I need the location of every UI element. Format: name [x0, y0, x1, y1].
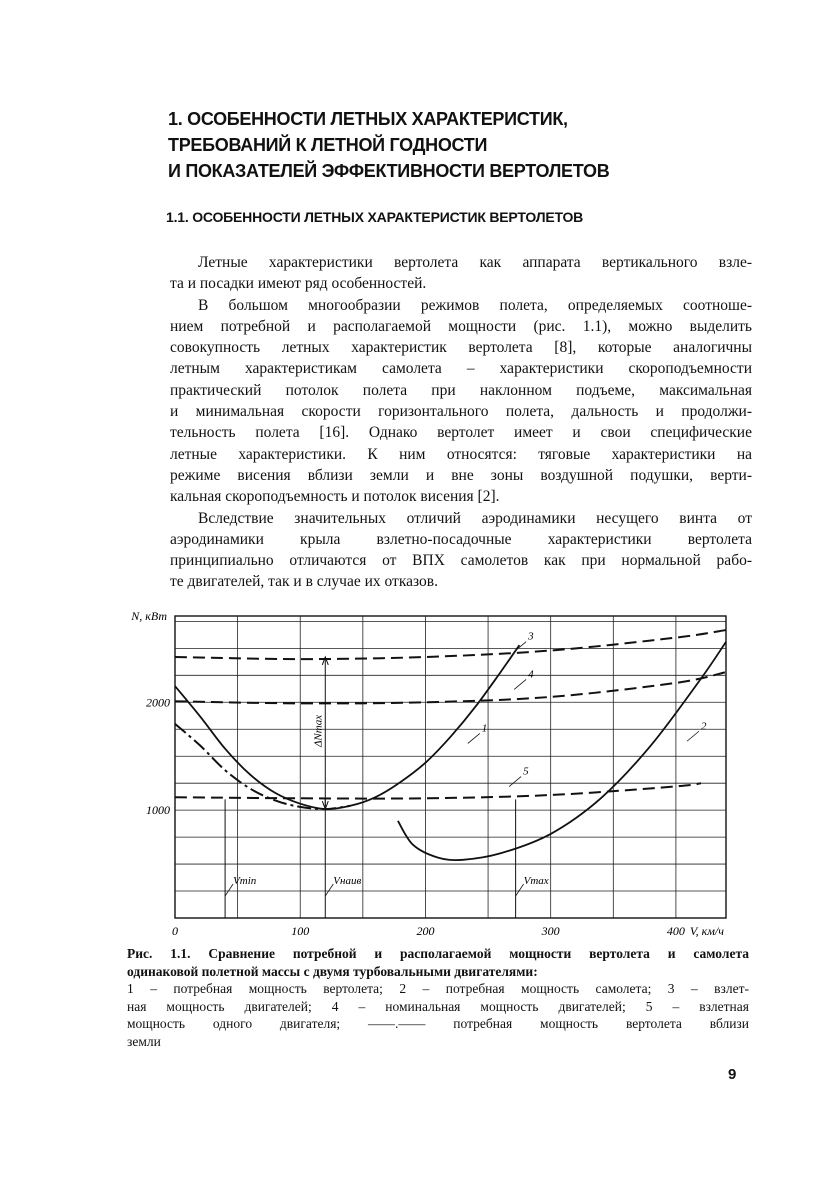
chart-svg: [128, 604, 748, 944]
body-line: совокупность летных характеристик вертолета [8], которые аналогичны: [170, 339, 752, 357]
body-line: летные характеристики. К ним относятся: тяговые характеристики на: [170, 445, 752, 463]
plot-frame: [175, 616, 726, 918]
body-line: и минимальная скорости горизонтального полета, дальность и продолжи-: [170, 403, 752, 421]
body-line: Летные характеристики вертолета как аппарата вертикального взле-: [198, 254, 752, 271]
series-line-2: [398, 642, 726, 860]
curve-number-label: 4: [528, 668, 534, 681]
body-line: режиме висения вблизи земли и вне зоны воздушной подушки, верти-: [170, 466, 752, 484]
curve-number-label: 2: [700, 720, 707, 733]
body-line: летным характеристикам самолета – характеристики скороподъемности: [170, 360, 752, 378]
curve-number-leader: [468, 733, 480, 743]
caption-lead: Рис. 1.1. Сравнение потребной и располагаемой мощности вертолета и самолета: [127, 946, 749, 961]
caption-line: мощность одного двигателя; ——.—— потребная мощность вертолета вблизи: [127, 1016, 749, 1031]
series-line-3: [175, 630, 726, 659]
curve-number-label: 1: [481, 722, 488, 735]
curve-number-leader: [514, 679, 526, 689]
marker-leader: [516, 884, 524, 896]
marker-label: Vнаив: [333, 875, 362, 887]
x-axis-label: V, км/ч: [689, 924, 724, 938]
curve-number-label: 5: [523, 765, 529, 778]
x-tick-label: 200: [416, 924, 435, 938]
body-line: практический потолок полета при наклонном подъеме, максимальная: [170, 381, 752, 399]
caption-line: ная мощность двигателей; 4 – номинальная мощность двигателей; 5 – взлетная: [127, 998, 749, 1014]
delta-label: ΔNmax: [312, 714, 325, 748]
chapter-title-line: 1. ОСОБЕННОСТИ ЛЕТНЫХ ХАРАКТЕРИСТИК,: [168, 109, 568, 129]
curve-number-label: 3: [528, 630, 534, 643]
marker-leader: [225, 884, 233, 896]
page-number: 9: [728, 1066, 737, 1083]
chapter-title-line: И ПОКАЗАТЕЛЕЙ ЭФФЕКТИВНОСТИ ВЕРТОЛЕТОВ: [168, 161, 610, 181]
caption-line: 1 – потребная мощность вертолета; 2 – потребная мощность самолета; 3 – взлет-: [127, 981, 749, 996]
body-line: те двигателей, так и в случае их отказов.: [170, 573, 438, 591]
x-tick-label: 0: [172, 924, 178, 938]
series-line-4: [175, 672, 726, 703]
x-tick-label: 300: [541, 924, 560, 938]
body-line: нием потребной и располагаемой мощности (рис. 1.1), можно выделить: [170, 317, 752, 335]
body-line: принципиально отличаются от ВПХ самолетов как при нормальной рабо-: [170, 552, 752, 570]
body-line: Вследствие значительных отличий аэродинамики несущего винта от: [198, 509, 752, 527]
body-line: В большом многообразии режимов полета, определяемых соотноше-: [198, 296, 752, 314]
y-tick-label: 2000: [146, 695, 170, 710]
body-text: [170, 252, 752, 593]
x-tick-label: 400: [666, 924, 685, 938]
body-line: аэродинамики крыла взлетно-посадочные характеристики вертолета: [170, 530, 752, 548]
body-line: та и посадки имеют ряд особенностей.: [170, 275, 427, 293]
section-title: 1.1. ОСОБЕННОСТИ ЛЕТНЫХ ХАРАКТЕРИСТИК ВЕРТОЛЕТОВ: [166, 209, 584, 225]
curve-number-leader: [687, 731, 699, 741]
marker-label: Vmin: [233, 875, 257, 887]
marker-label: Vmax: [523, 875, 549, 887]
curve-number-leader: [509, 777, 521, 787]
figure-caption: [127, 945, 749, 1050]
x-tick-label: 100: [291, 924, 310, 938]
chapter-title-line: ТРЕБОВАНИЙ К ЛЕТНОЙ ГОДНОСТИ: [168, 135, 488, 155]
caption-line: земли: [127, 1033, 161, 1049]
marker-leader: [325, 884, 333, 896]
body-line: кальная скороподъемность и потолок висения [2].: [170, 488, 500, 506]
y-tick-label: 1000: [146, 803, 170, 818]
series-line-1: [175, 645, 519, 809]
chapter-title: [168, 106, 728, 184]
caption-lead: одинаковой полетной массы с двумя турбовальными двигателями:: [127, 963, 538, 979]
figure-power-chart: [128, 604, 748, 944]
y-axis-label: N, кВт: [131, 609, 167, 623]
curve-number-leader: [514, 642, 526, 652]
body-line: тельность полета [16]. Однако вертолет имеет и свои специфические: [170, 424, 752, 442]
